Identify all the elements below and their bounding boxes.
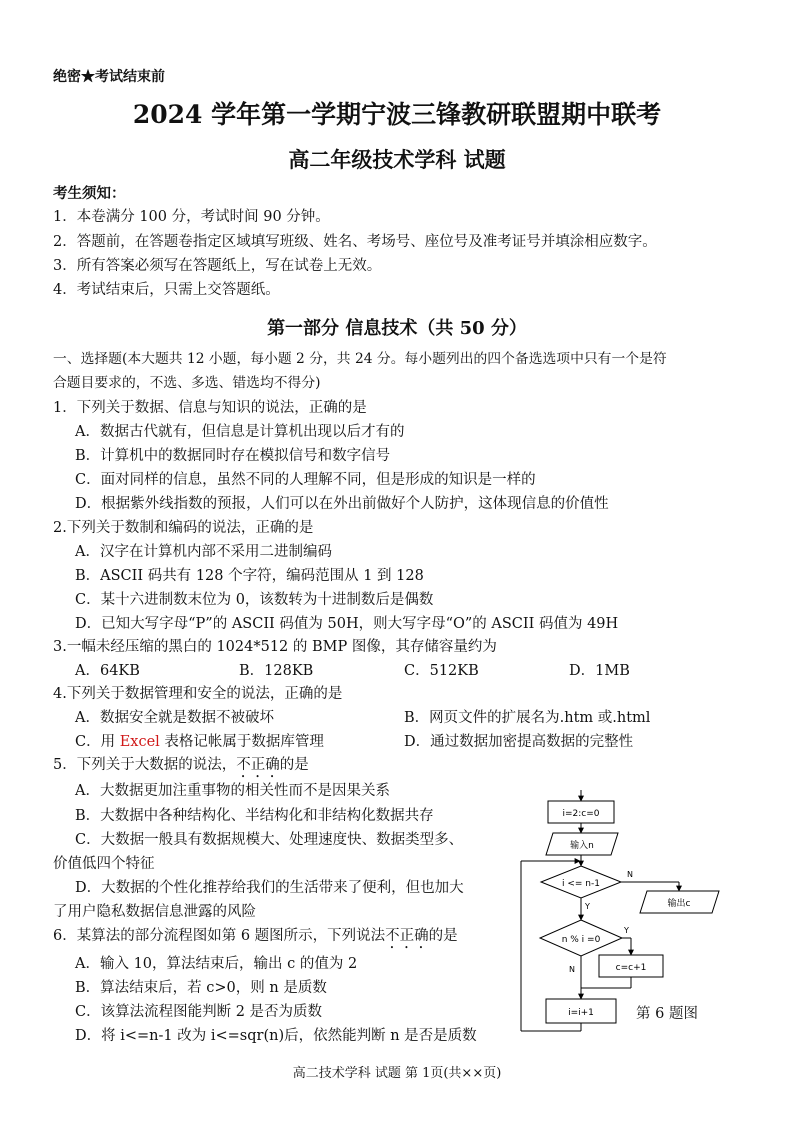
exam-title: 2024 学年第一学期宁波三锋教研联盟期中联考	[132, 100, 662, 129]
q2-option-c: C．某十六进制数末位为 0，该数转为十进制数后是偶数	[75, 592, 434, 608]
q2-option-a: A．汉字在计算机内部不采用二进制编码	[75, 544, 332, 560]
notice-heading: 考生须知：	[53, 185, 126, 202]
q1-option-b: B．计算机中的数据同时存在模拟信号和数字信号	[75, 448, 391, 464]
section-intro: 合题目要求的，不选、多选、错选均不得分)	[53, 375, 321, 391]
q3-option-a: A．64KB	[75, 663, 140, 679]
notice-item: 1．本卷满分 100 分，考试时间 90 分钟。	[53, 209, 330, 225]
q6-option-b: B．算法结束后，若 c>0，则 n 是质数	[75, 980, 327, 996]
q4-option-c-post: 表格记帐属于数据库管理	[159, 734, 324, 750]
cond2-y-label: Y	[624, 926, 629, 935]
q5-option-d-cont: 了用户隐私数据信息泄露的风险	[53, 904, 256, 920]
exam-subtitle: 高二年级技术学科 试题	[288, 147, 506, 172]
q1-stem: 1．下列关于数据、信息与知识的说法，正确的是	[53, 400, 367, 416]
inc-i-text: i=i+1	[568, 1008, 594, 1018]
q4-option-b: B．网页文件的扩展名为.htm 或.html	[404, 710, 651, 726]
q3-option-b: B．128KB	[239, 663, 314, 679]
flowchart-caption: 第 6 题图	[636, 1006, 698, 1022]
q5-stem	[53, 755, 309, 781]
q4-option-a: A．数据安全就是数据不被破坏	[75, 710, 274, 726]
q5-option-a: A．大数据更加注重事物的相关性而不是因果关系	[75, 783, 390, 799]
q5-option-d: D．大数据的个性化推荐给我们的生活带来了便利，但也加大	[75, 880, 464, 896]
q4-stem: 4.下列关于数据管理和安全的说法，正确的是	[53, 686, 343, 702]
q6-stem-post: 的是	[428, 928, 458, 944]
excel-word: Excel	[119, 734, 160, 750]
q6-stem	[53, 926, 458, 952]
q4-option-d: D．通过数据加密提高数据的完整性	[404, 734, 634, 750]
q6-stem-pre: 6．某算法的部分流程图如第 6 题图所示，下列说法	[53, 928, 386, 944]
secret-label: 绝密★考试结束前	[53, 69, 165, 85]
q2-option-d: D．已知大写字母“P”的 ASCII 码值为 50H，则大写字母“O”的 ASCII 码值为 49H	[75, 616, 619, 632]
q5-stem-post: 的是	[279, 757, 309, 773]
q2-option-b: B．ASCII 码共有 128 个字符，编码范围从 1 到 128	[75, 568, 424, 584]
section-intro: 一、选择题(本大题共 12 小题，每小题 2 分，共 24 分。每小题列出的四个备选选项中只有一个是符	[53, 351, 667, 367]
cond1-y-label: Y	[585, 902, 590, 911]
q4-option-c	[75, 732, 324, 752]
input-text: 输入n	[570, 841, 594, 851]
cond1-text: i <= n-1	[562, 879, 600, 889]
q1-option-a: A．数据古代就有，但信息是计算机出现以后才有的	[75, 424, 405, 440]
inc-c-text: c=c+1	[615, 963, 647, 973]
q5-option-c: C．大数据一般具有数据规模大、处理速度快、数据类型多、	[75, 832, 464, 848]
init-text: i=2:c=0	[562, 809, 600, 819]
flowchart-q6	[510, 790, 740, 1040]
page-footer: 高二技术学科 试题 第 1页(共××页)	[292, 1066, 502, 1081]
q2-stem: 2.下列关于数制和编码的说法，正确的是	[53, 520, 314, 536]
q3-stem: 3.一幅未经压缩的黑白的 1024*512 的 BMP 图像，其存储容量约为	[53, 639, 497, 655]
section-title: 第一部分 信息技术（共 50 分）	[267, 318, 527, 339]
notice-item: 3．所有答案必须写在答题纸上，写在试卷上无效。	[53, 258, 382, 274]
notice-item: 4．考试结束后，只需上交答题纸。	[53, 282, 280, 298]
q4-option-c-pre: C．用	[75, 734, 120, 750]
q5-stem-emphasis: 不正确	[236, 757, 280, 773]
q5-stem-pre: 5．下列关于大数据的说法，	[53, 757, 237, 773]
q5-option-b: B．大数据中各种结构化、半结构化和非结构化数据共存	[75, 808, 434, 824]
q1-option-d: D．根据紫外线指数的预报，人们可以在外出前做好个人防护，这体现信息的价值性	[75, 496, 609, 512]
q6-option-d: D．将 i<=n-1 改为 i<=sqr(n)后，依然能判断 n 是否是质数	[75, 1028, 477, 1044]
output-text: 输出c	[667, 899, 691, 909]
cond2-n-label: N	[569, 965, 575, 974]
q6-option-a: A．输入 10，算法结束后，输出 c 的值为 2	[75, 956, 358, 972]
q5-option-c-cont: 价值低四个特征	[53, 856, 155, 872]
notice-item: 2．答题前，在答题卷指定区域填写班级、姓名、考场号、座位号及准考证号并填涂相应数字。	[53, 234, 657, 250]
q1-option-c: C．面对同样的信息，虽然不同的人理解不同，但是形成的知识是一样的	[75, 472, 536, 488]
q3-option-d: D．1MB	[569, 663, 630, 679]
cond2-text: n % i =0	[561, 935, 601, 945]
q6-stem-emphasis: 不正确	[385, 928, 429, 944]
cond1-n-label: N	[627, 870, 633, 879]
q3-option-c: C．512KB	[404, 663, 479, 679]
q6-option-c: C．该算法流程图能判断 2 是否为质数	[75, 1004, 323, 1020]
